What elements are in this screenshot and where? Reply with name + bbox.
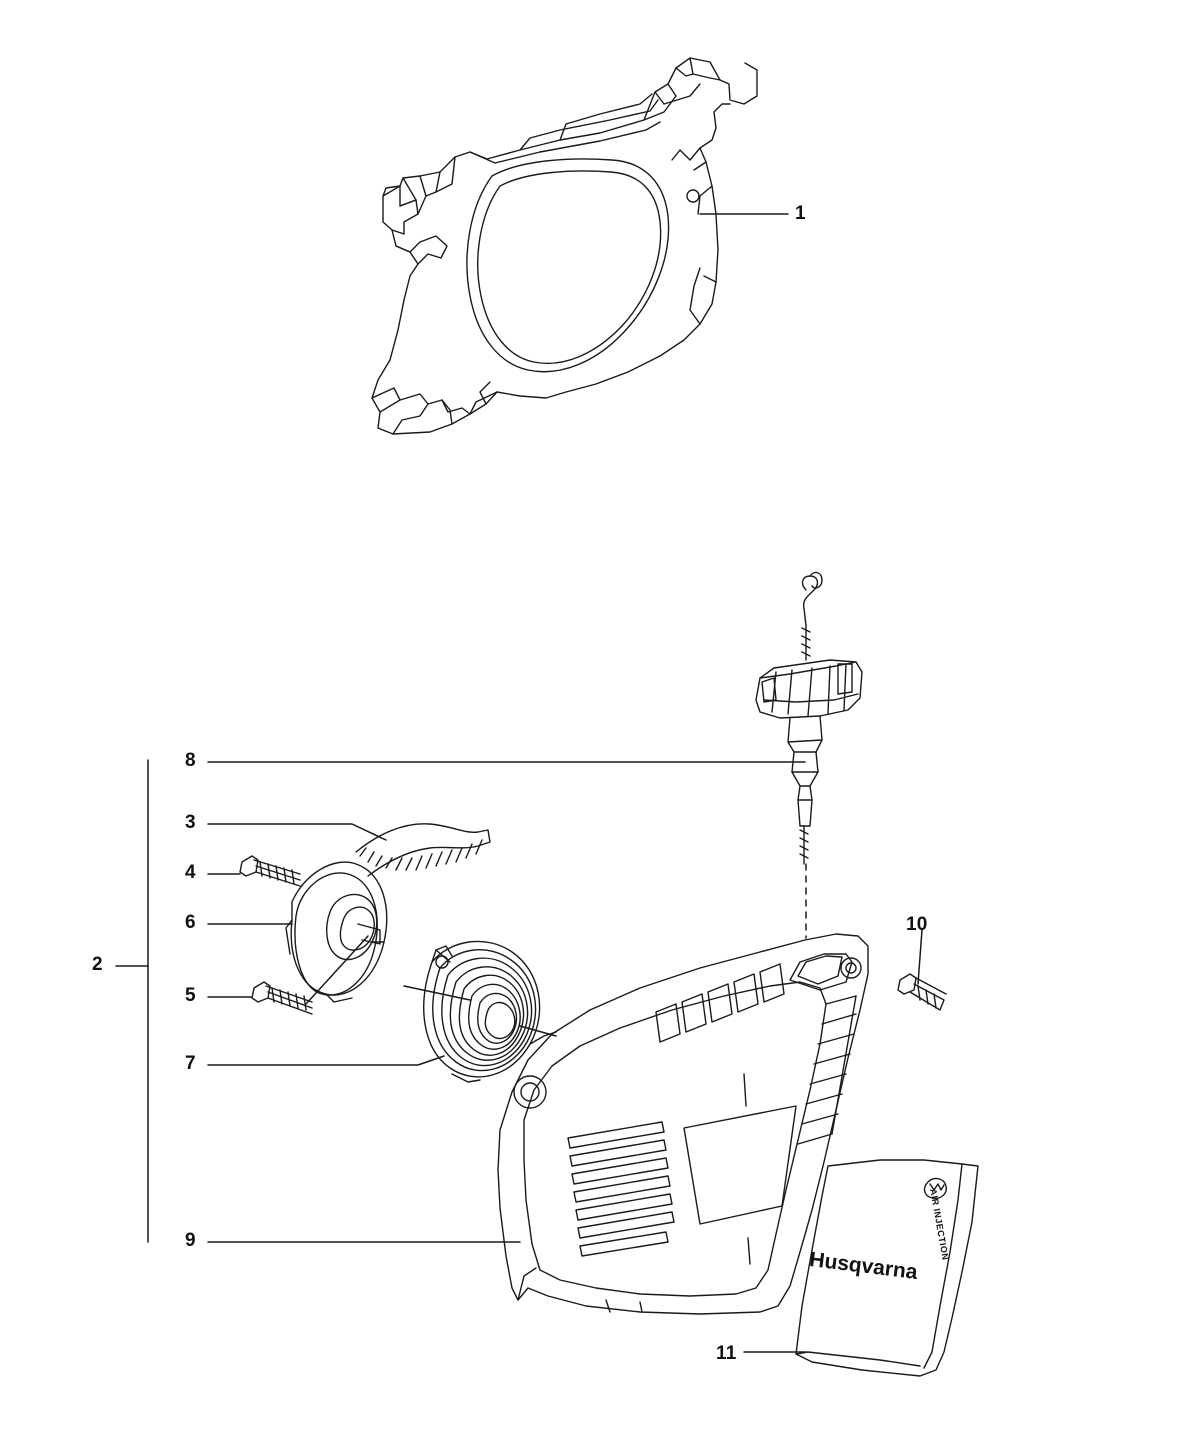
callout-10[interactable]: 10	[906, 914, 928, 935]
part-rope-pulley	[286, 862, 387, 1002]
callout-11[interactable]: 11	[716, 1343, 737, 1364]
part-screw-upper	[240, 856, 300, 886]
part-recoil-spring	[424, 941, 556, 1082]
callout-leaders	[116, 214, 922, 1352]
part-starter-rope	[356, 824, 490, 876]
callout-7[interactable]: 7	[185, 1053, 196, 1074]
part-screw-lower	[252, 982, 312, 1014]
callout-2[interactable]: 2	[92, 954, 103, 975]
part-fan-housing	[372, 58, 757, 434]
decal-sub-text: AIR INJECTION	[928, 1188, 951, 1262]
decal-brand-text: Husqvarna	[808, 1248, 919, 1285]
part-starter-handle	[756, 573, 862, 864]
callout-3[interactable]: 3	[185, 812, 196, 833]
part-screw-cover	[898, 974, 946, 1010]
callout-1[interactable]: 1	[795, 203, 806, 224]
callout-4[interactable]: 4	[185, 862, 196, 883]
callout-5[interactable]: 5	[185, 985, 196, 1006]
callout-9[interactable]: 9	[185, 1230, 196, 1251]
callout-8[interactable]: 8	[185, 750, 196, 771]
callout-6[interactable]: 6	[185, 912, 196, 933]
